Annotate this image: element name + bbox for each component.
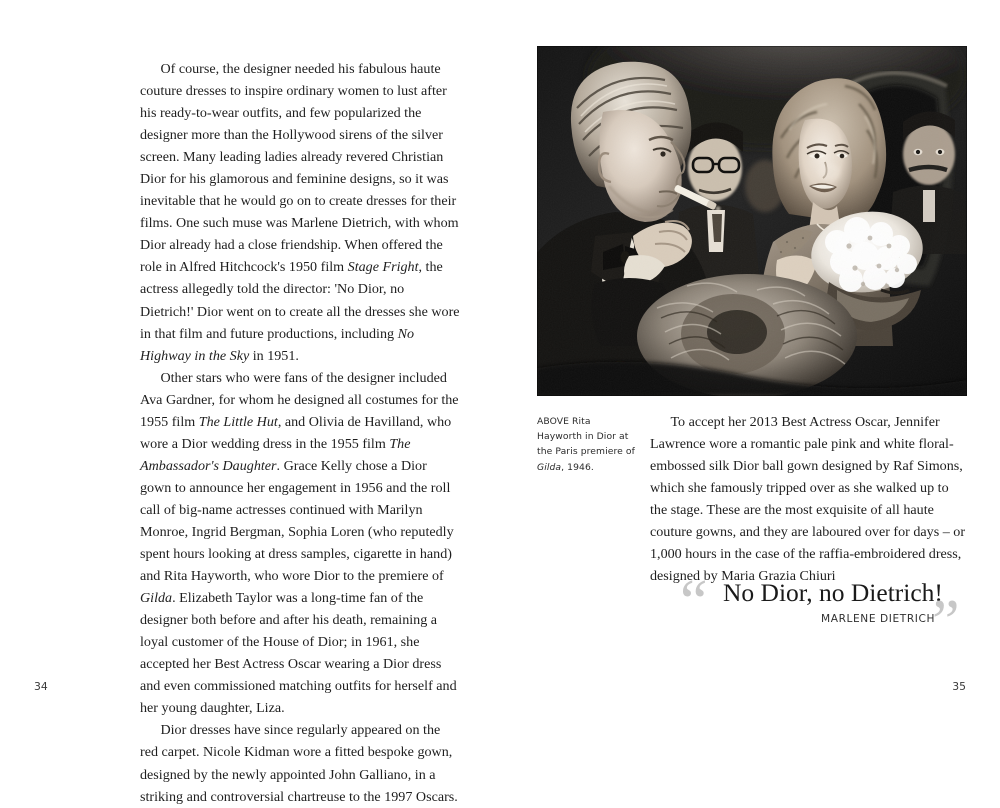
caption-title-italic: Gilda [537,461,562,473]
pull-quote-text: No Dior, no Dietrich! [723,578,943,607]
caption-text-a: Rita Hayworth in Dior at the Paris premiere of [537,416,635,458]
photo-caption [537,414,637,475]
left-page [0,0,500,805]
right-text-column [650,411,967,587]
paragraph: Other stars who were fans of the designer included Ava Gardner, for whom he designed all costumes for the 1955 film The Little Hut, and Olivia de Havilland, who wore a Dior wedding dress in the 1955 film The Ambassador's Daughter. Grace Kelly chose a Dior gown to announce her engagement in 1956 and the roll call of big-name actresses continued with Marilyn Monroe, Ingrid Bergman, Sophia Loren (who reputedly spent hours looking at dress samples, cigarette in hand) and Rita Hayworth, who wore Dior to the premiere of Gilda. Elizabeth Taylor was a long-time fan of the designer both before and after his death, remaining a loyal customer of the House of Dior; in 1961, she accepted her Best Actress Oscar wearing a Dior dress and even commissioned matching outfits for herself and her young daughter, Liza. [140,369,459,717]
caption-text-b: , 1946. [561,461,594,473]
page-number-right: 35 [952,680,966,693]
left-text-column [140,58,460,808]
quote-open-icon: “ [680,568,708,636]
caption-prefix: ABOVE [537,416,570,427]
paragraph: Dior dresses have since regularly appeared on the red carpet. Nicole Kidman wore a fitted bespoke gown, designed by the newly appointed John Galliano, in a striking and controversial chartreuse to the 1997 Oscars. [140,722,458,805]
photograph-image [537,46,967,396]
pull-quote [650,565,970,655]
paragraph: Of course, the designer needed his fabulous haute couture dresses to inspire ordinary women to lust after his ready-to-wear outfits, and few popularized the designer more than the Hollywood sirens of the silver screen. Many leading ladies already revered Christian Dior for his glamorous and feminine designs, so it was inevitable that he would go on to create dresses for their films. One such muse was Marlene Dietrich, with whom Dior already had a close friendship. When offered the role in Alfred Hitchcock's 1950 film Stage Fright, the actress allegedly told the director: 'No Dior, no Dietrich!' Dior went on to create all the dresses she wore in that film and future productions, including No Highway in the Sky in 1951. [140,61,460,364]
pull-quote-attribution: MARLENE DIETRICH [821,613,935,625]
paragraph: To accept her 2013 Best Actress Oscar, Jennifer Lawrence wore a romantic pale pink and white floral-embossed silk Dior ball gown designed by Raf Simons, which she famously tripped over as she walked up to the stage. These are the most exquisite of all haute couture gowns, and they are laboured over for days – or 1,000 hours in the case of the raffia-embroidered dress, designed by Maria Grazia Chiuri [650,414,966,585]
photograph-rita-hayworth [537,46,967,396]
quote-close-icon: ” [932,588,960,656]
page-number-left: 34 [34,680,48,693]
